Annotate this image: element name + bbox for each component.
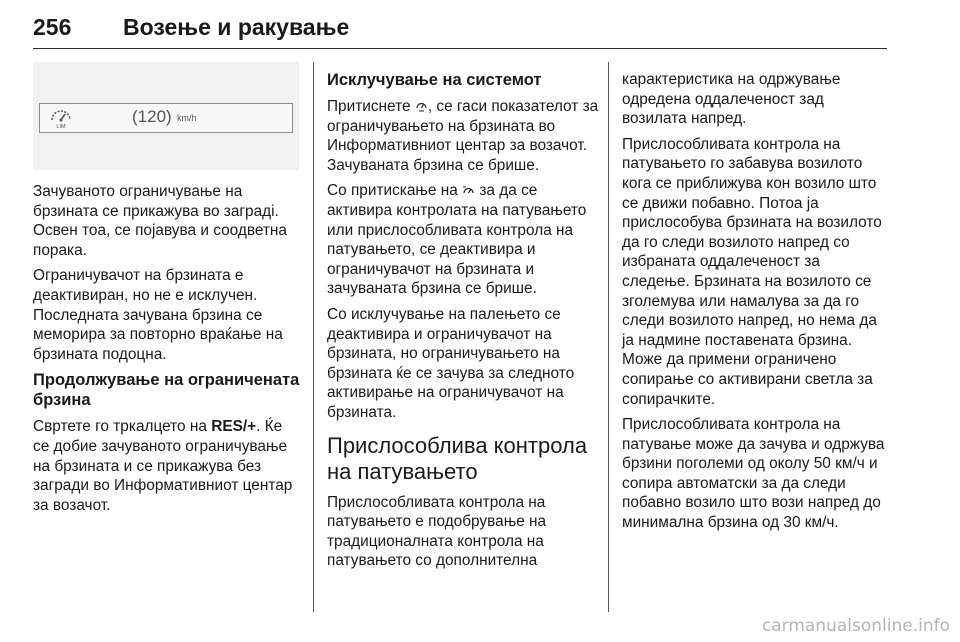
paragraph: Прислособливата контрола на патување може да зачува и одржува брзини поголеми од околу 50 км/ч и сопира автоматски за да следи побавно возило што вози напред до минимална брзина од 30 км/ч. [622, 416, 885, 532]
page-number: 256 [33, 14, 72, 40]
cruise-control-button-icon [462, 184, 475, 197]
lim-label: LIM [56, 124, 66, 130]
column-3 [622, 70, 890, 539]
paragraph: Со притискање на за да се активира контролата на патувањето или прислособливата контрола на патувањето, се деактивира и ограничувачот на брзината и зачуваната брзина се брише. [327, 182, 587, 298]
display-panel [39, 103, 293, 133]
speed-limiter-display-illustration [33, 62, 299, 170]
section-heading-adaptive-cruise: Прислособлива контрола на патувањето [327, 432, 588, 484]
res-plus-label: RES/+ [211, 418, 257, 436]
column-divider-1 [313, 62, 314, 612]
page-title: Возење и ракување [123, 14, 350, 40]
column-divider-2 [608, 62, 609, 612]
paragraph: Прислособливата контрола на патувањето го забавува возилото кога се приближува кон возило што се движи побавно. Потоа ја прислособува брзината на возилото да го следи возилото напред со избраната оддалеченост за следење. Брзината на возилото се зголемува или намалува за да го следи возилото напред, но нема да ја надмине поставената брзина. Може да примени ограничено сопирање со активирани светла за сопирачките. [622, 135, 882, 408]
column-1 [33, 182, 301, 521]
paragraph: Со исклучување на палењето се деактивира и ограничувачот на брзината, но ограничувањето на брзината ќе се зачува за следното активирање на ограничувачот на брзината. [327, 305, 575, 421]
paragraph: карактеристика на одржување одредена оддалеченост зад возилата напред. [622, 71, 841, 128]
column-2 [327, 70, 602, 577]
section-heading-continue: Продолжување на ограничената брзина [33, 371, 300, 410]
paragraph: Зачуваното ограничување на брзината се прикажува во заградi. Освен тоа, се појавува и соодветна порака. [33, 183, 287, 259]
page-header [33, 14, 887, 49]
speed-limiter-icon [48, 106, 74, 130]
paragraph: Прислособливата контрола на патувањето е подобрување на традиционалната контрола на патувањето со дополнителна [327, 493, 547, 570]
stored-speed-value: (120) [132, 107, 172, 126]
section-heading-switch-off: Исклучување на системот [327, 71, 542, 89]
watermark: carmanualsonline.info [761, 616, 950, 636]
paragraph: Притиснете , се гаси показателот за ограничувањето на брзината во Информативниот центар за возачот. Зачуваната брзина се брише. [327, 98, 599, 174]
paragraph: Ограничувачот на брзината е деактивиран, но не е исклучен. Последната зачувана брзина се меморира за повторно враќање на брзината подоцна. [33, 267, 283, 363]
speed-unit: km/h [177, 113, 197, 123]
speed-limiter-button-icon [415, 100, 428, 113]
paragraph: Свртете го тркалцето на RES/+. Ќе се добие зачуваното ограничување на брзината и се прикажува без загради во Информативниот центар за возачот. [33, 418, 293, 514]
